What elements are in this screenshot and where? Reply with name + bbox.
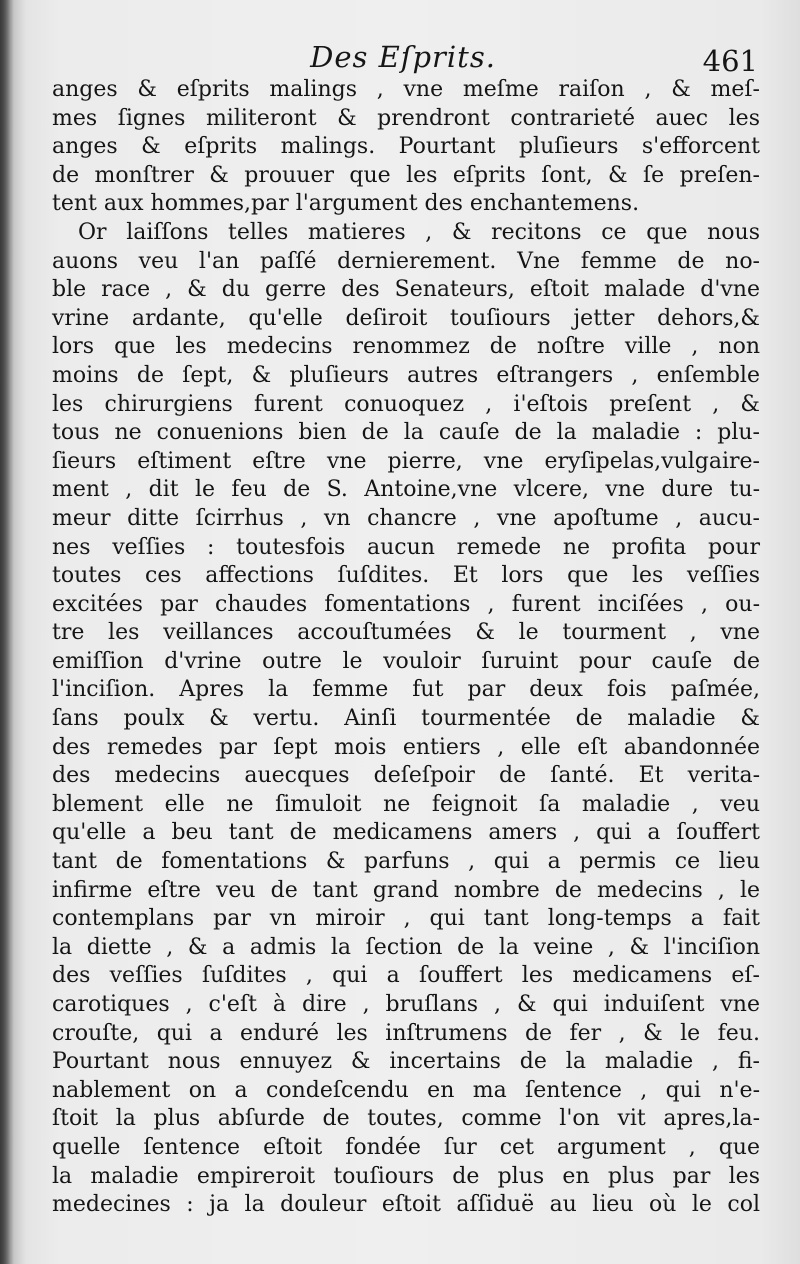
text-line: meur ditte ſcirrhus , vn chancre , vne apoſtume , aucu- xyxy=(52,505,760,531)
text-line: nablement on a condeſcendu en ma ſentence , qui n'e- xyxy=(52,1077,760,1103)
text-line: la diette , & a admis la ſection de la veine , & l'inciſion xyxy=(52,934,760,960)
text-line: anges & eſprits malings , vne meſme raiſon , & meſ- xyxy=(52,77,760,102)
text-line: medecines : ja la douleur eſtoit aſſiduë au lieu où le col xyxy=(52,1192,760,1218)
text-line: mes ſignes militeront & prendront contrarieté auec les xyxy=(52,105,760,131)
text-line: l'inciſion. Apres la femme fut par deux fois paſmée, xyxy=(52,677,760,703)
text-line: excitées par chaudes fomentations , furent inciſées , ou- xyxy=(52,591,760,617)
text-line: blement elle ne ſimuloit ne feignoit ſa maladie , veu xyxy=(52,791,760,817)
text-line: la maladie empireroit touſiours de plus en plus par les xyxy=(52,1163,760,1189)
text-line: quelle ſentence eſtoit fondée ſur cet argument , que xyxy=(52,1134,760,1160)
text-line: ſtoit la plus abſurde de toutes, comme l'on vit apres,la- xyxy=(52,1106,760,1132)
text-line: lors que les medecins renommez de noſtre ville , non xyxy=(52,334,760,360)
text-line: carotiques , c'eſt à dire , bruſlans , & qui induiſent vne xyxy=(52,992,760,1017)
text-line: anges & eſprits malings. Pourtant pluſieurs s'efforcent xyxy=(52,134,760,160)
text-line: tent aux hommes,par l'argument des enchantemens. xyxy=(52,191,640,217)
text-line: les chirurgiens furent conuoquez , i'eſtois preſent , & xyxy=(52,391,760,417)
text-line: des remedes par ſept mois entiers , elle eſt abandonnée xyxy=(52,734,760,760)
text-line: tre les veillances accouſtumées & le tourment , vne xyxy=(52,620,760,646)
text-line: toutes ces affections ſuſdites. Et lors que les veſſies xyxy=(52,563,760,589)
paragraph-start-line: Or laiſſons telles matieres , & recitons ce que nous xyxy=(78,219,760,245)
text-line: ſieurs eſtiment eſtre vne pierre, vne eryſipelas,vulgaire- xyxy=(52,448,760,474)
text-line: tant de fomentations & parfuns , qui a permis ce lieu xyxy=(52,849,760,875)
text-line: ble race , & du gerre des Senateurs, eſtoit malade d'vne xyxy=(52,277,760,303)
text-line: qu'elle a beu tant de medicamens amers , qui a ſouffert xyxy=(52,820,760,846)
text-line: emiſſion d'vrine outre le vouloir ſuruint pour cauſe de xyxy=(52,648,760,674)
text-line: de monſtrer & prouuer que les eſprits ſont, & ſe preſen- xyxy=(52,162,760,188)
text-line: tous ne conuenions bien de la cauſe de la maladie : plu- xyxy=(52,420,760,446)
body-text xyxy=(52,76,760,1220)
text-line: contemplans par vn miroir , qui tant long-temps a fait xyxy=(52,906,760,932)
text-line: Pourtant nous ennuyez & incertains de la maladie , fi- xyxy=(52,1049,760,1075)
page-gutter-shadow xyxy=(0,0,14,1264)
text-line: ſans poulx & vertu. Ainſi tourmentée de maladie & xyxy=(52,706,760,732)
text-line: infirme eſtre veu de tant grand nombre de medecins , le xyxy=(52,877,760,903)
text-line: vrine ardante, qu'elle deſiroit touſiours jetter dehors,& xyxy=(52,305,760,331)
page-number: 461 xyxy=(702,44,758,78)
text-line: ment , dit le feu de S. Antoine,vne vlcere, vne dure tu- xyxy=(52,477,760,503)
text-line: des veſſies ſuſdites , qui a ſouffert les medicamens eſ- xyxy=(52,963,760,989)
text-line: des medecins auecques deſeſpoir de ſanté. Et verita- xyxy=(52,763,760,789)
text-line: nes veſſies : toutesfois aucun remede ne profita pour xyxy=(52,534,760,560)
text-line: crouſte, qui a enduré les inſtrumens de fer , & le feu. xyxy=(52,1020,760,1046)
text-line: moins de ſept, & pluſieurs autres eſtrangers , enſemble xyxy=(52,362,760,388)
text-line: auons veu l'an paſſé dernierement. Vne femme de no- xyxy=(52,248,760,274)
running-title: Des Eſprits. xyxy=(310,40,496,74)
